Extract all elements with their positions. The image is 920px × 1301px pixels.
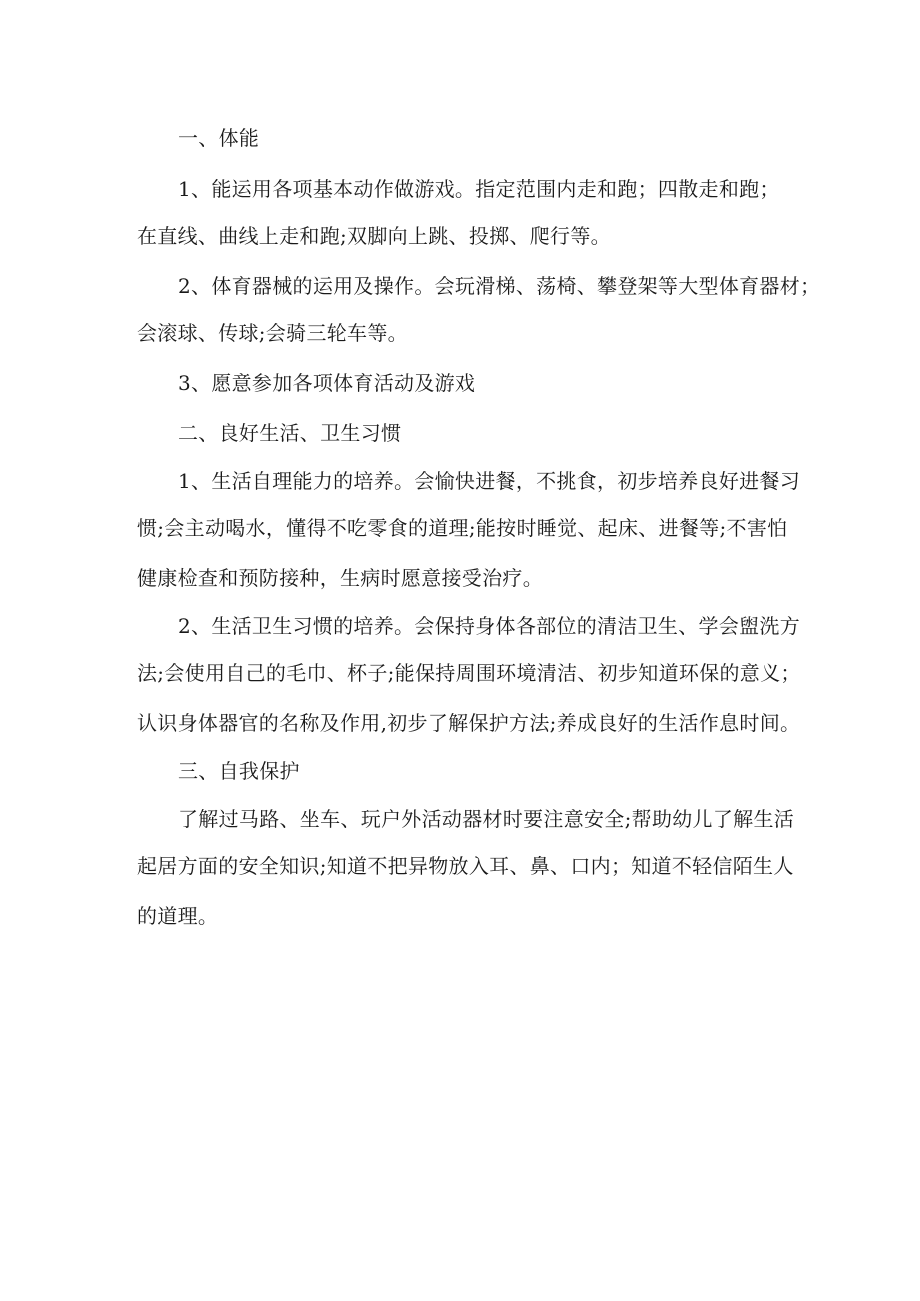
paragraph-line: 1、生活自理能力的培养。会愉快进餐，不挑食，初步培养良好进餐习 — [178, 469, 801, 493]
paragraph-line: 1、能运用各项基本动作做游戏。指定范围内走和跑；四散走和跑； — [178, 177, 780, 201]
paragraph-line: 起居方面的安全知识;知道不把异物放入耳、鼻、口内；知道不轻信陌生人 — [137, 854, 794, 878]
section-heading-physical: 一、体能 — [178, 126, 260, 150]
paragraph-line: 的道理。 — [137, 904, 219, 928]
section-heading-habits: 二、良好生活、卫生习惯 — [178, 421, 402, 445]
paragraph-line: 了解过马路、坐车、玩户外活动器材时要注意安全;帮助幼儿了解生活 — [178, 807, 795, 831]
paragraph-line: 2、体育器械的运用及操作。会玩滑梯、荡椅、攀登架等大型体育器材； — [178, 274, 821, 298]
section-heading-safety: 三、自我保护 — [178, 759, 300, 783]
paragraph-line: 健康检查和预防接种，生病时愿意接受治疗。 — [137, 566, 543, 590]
paragraph-line: 在直线、曲线上走和跑;双脚向上跳、投掷、爬行等。 — [137, 224, 611, 248]
paragraph-line: 法;会使用自己的毛巾、杯子;能保持周围环境清洁、初步知道环保的意义； — [137, 661, 801, 685]
paragraph-line: 3、愿意参加各项体育活动及游戏 — [178, 371, 476, 395]
paragraph-line: 会滚球、传球;会骑三轮车等。 — [137, 321, 408, 345]
paragraph-line: 2、生活卫生习惯的培养。会保持身体各部位的清洁卫生、学会盥洗方 — [178, 614, 801, 638]
paragraph-line: 认识身体器官的名称及作用,初步了解保护方法;养成良好的生活作息时间。 — [137, 711, 801, 735]
paragraph-line: 惯;会主动喝水，懂得不吃零食的道理;能按时睡觉、起床、进餐等;不害怕 — [137, 516, 788, 540]
